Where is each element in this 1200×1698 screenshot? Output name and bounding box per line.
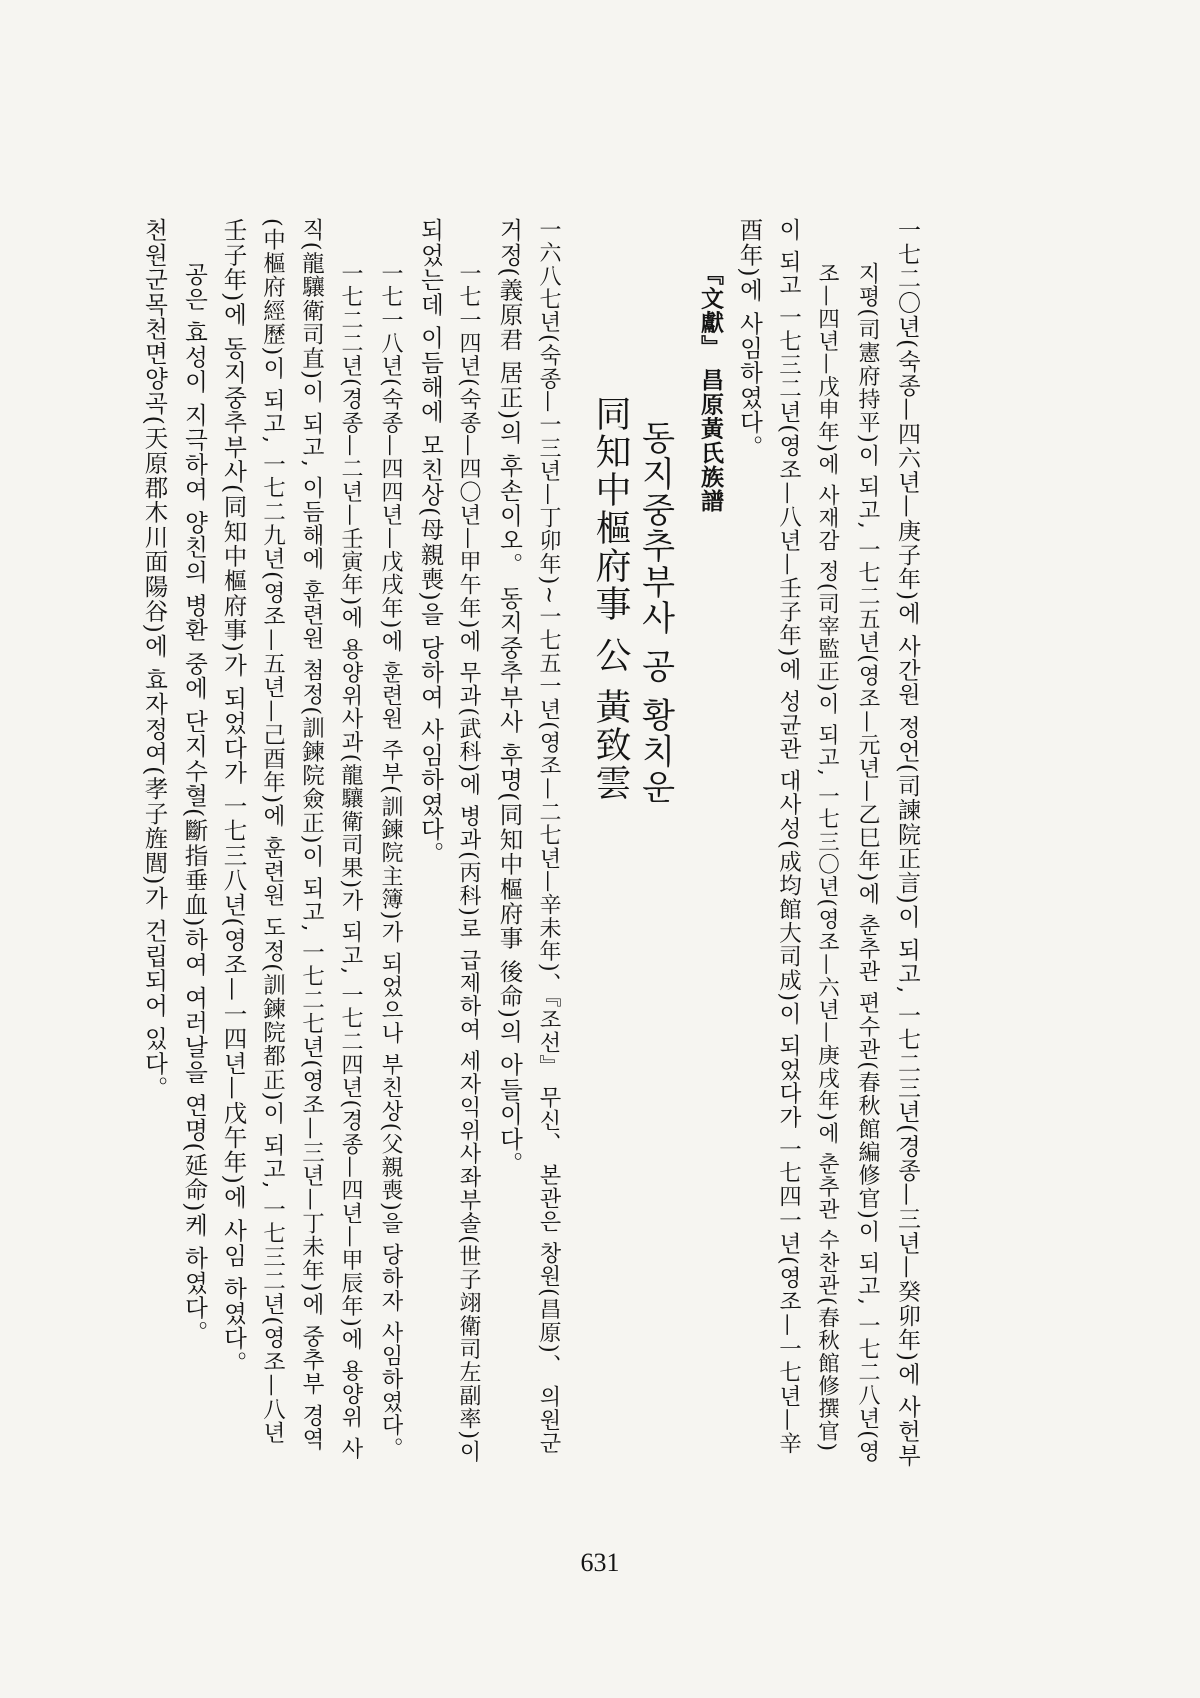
page-number: 631 [580, 1548, 620, 1577]
text-column-1: 一七二〇년(숙종—四六년—庚子年)에 사간원 정언(司諫院正言)이 되고, 一七二三년(경종—三년—癸卯年)에 사헌부 [894, 218, 920, 1468]
text-column-16: (中樞府經歷)이 되고, 一七二九년(영조—五년—己酉年)에 훈련원 도정(訓鍊院都正)이 되고, 一七三二년(영조—八년 [259, 218, 286, 1445]
text-column-3: 조—四년—戊申年)에 사재감 정(司宰監正)이 되고, 一七三〇년(영조—六년—庚戌年)에 춘추관 수찬관(春秋館修撰官) [814, 262, 840, 1453]
text-column-18: 공은 효성이 지극하여 양친의 병환 중에 단지수혈(斷指垂血)하여 여러날을 연명(延命)케 하였다。 [180, 262, 209, 1345]
text-column-11: 一七一四년(숙종—四〇년—甲午年)에 무과(武科)에 병과(丙科)로 급제하여 세자익위사좌부솔(世子翊衛司左副率)이 [456, 262, 481, 1464]
text-column-12: 되었는데 이듬해에 모친상(母親喪)을 당하여 사임하였다。 [416, 218, 445, 867]
text-column-4: 이 되고 一七三二년(영조—八년—壬子年)에 성균관 대사성(成均館大司成)이 되었다가 一七四一년(영조—一七년—辛 [775, 218, 802, 1456]
text-column-13: 一七一八년(숙종—四四년—戊戌年)에 훈련원 주부(訓鍊院主簿)가 되었으나 부친상(父親喪)을 당하자 사임하였다。 [378, 262, 403, 1461]
source-citation: 『文獻』 昌原黃氏族譜 [697, 262, 723, 514]
title-korean: 동지중추부사 공 황치운 [635, 420, 675, 806]
text-column-10: 거정(義原君 居正)의 후손이오。 동지중추부사 후명(同知中樞府事 後命)의 아들이다。 [495, 218, 524, 1176]
text-column-15: 직(龍驤衛司直)이 되고, 이듬해에 훈련원 첨정(訓鍊院僉正)이 되고, 一七二七년(영조—三년—丁未年)에 중추부 경역 [298, 218, 325, 1452]
text-column-2: 지평(司憲府持平)이 되고, 一七二五년(영조—元년—乙巳年)에 춘추관 편수관(春秋館編修官)이 되고, 一七二八년(영 [855, 262, 880, 1464]
text-column-17: 壬子年)에 동지중추부사(同知中樞府事)가 되었다가 一七三八년(영조—一四년—戊午年)에 사임 하였다。 [219, 218, 248, 1376]
text-column-19: 천원군목천면양곡(天原郡木川面陽谷)에 효자정여(孝子旌閭)가 건립되어 있다。 [140, 218, 169, 1101]
text-column-9: 一六八七년(숙종—一三년—丁卯年)~一七五一년(영조—二七년—辛未年)、『조선』 무신、 본관은 창원(昌原)、 의원군 [536, 218, 561, 1455]
text-column-5: 酉年)에 사임하였다。 [735, 218, 764, 460]
text-column-14: 一七二二년(경종—二년—壬寅年)에 용양위사과(龍驤衛司果)가 되고, 一七二四년(경종—四년—甲辰年)에 용양위 사 [338, 262, 363, 1461]
title-hanja: 同知中樞府事 公 黃致雲 [590, 395, 631, 802]
